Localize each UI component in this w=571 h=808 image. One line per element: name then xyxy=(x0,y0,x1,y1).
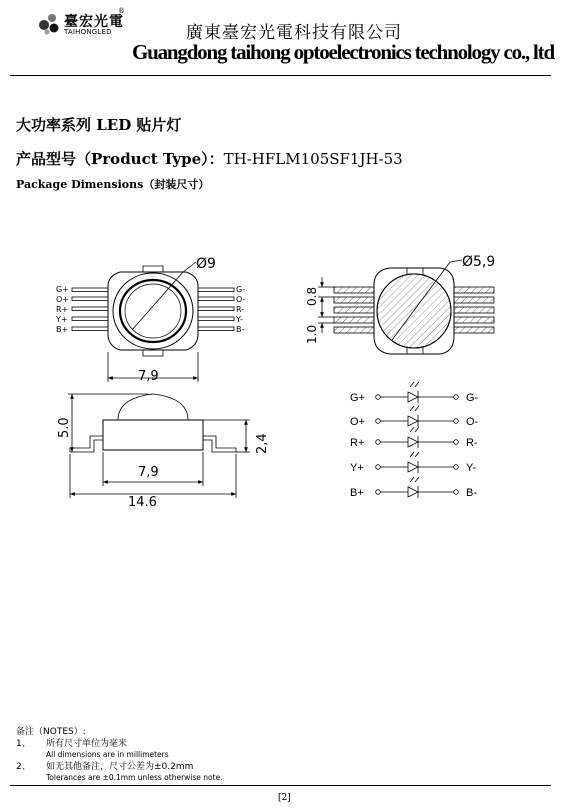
circuit-label-b-plus: B+ xyxy=(350,487,364,499)
side-view-drawing xyxy=(68,394,250,498)
top-view-right-leads xyxy=(198,288,234,331)
side-view-height-label: 5.0 xyxy=(57,417,72,438)
note-number: 2、 xyxy=(16,762,31,772)
pin-label-r-minus: R- xyxy=(236,305,245,314)
side-view-total-width-label: 14.6 xyxy=(128,495,157,510)
document-title: 大功率系列 LED 贴片灯 xyxy=(16,116,182,134)
notes-section xyxy=(16,726,223,784)
product-type-value: TH-HFLM105SF1JH-53 xyxy=(223,150,403,168)
pin-label-b-minus: B- xyxy=(236,325,245,334)
side-view-body-width-label: 7,9 xyxy=(138,465,159,480)
page-number: [2] xyxy=(278,793,291,803)
circuit-label-o-minus: O- xyxy=(466,416,479,428)
section-left-leads xyxy=(334,287,374,333)
section-diameter-label: Ø5,9 xyxy=(462,254,496,270)
pin-label-g-minus: G- xyxy=(236,285,246,294)
product-type-label: 产品型号（Product Type）： xyxy=(16,150,224,168)
note-text-cn: 如无其他备注，尺寸公差为±0.2mm xyxy=(46,762,194,772)
circuit-label-y-minus: Y- xyxy=(466,462,476,474)
circuit-label-r-minus: R- xyxy=(466,437,478,449)
pin-label-y-minus: Y- xyxy=(236,315,243,324)
company-name-english: Guangdong taihong optoelectronics technology co., ltd xyxy=(132,40,554,64)
circuit-label-y-plus: Y+ xyxy=(350,462,364,474)
section-pin-width-label: 1.0 xyxy=(305,324,319,344)
note-item xyxy=(16,761,223,773)
logo-english-text: TAIHONGLED xyxy=(64,28,112,36)
registered-mark: ® xyxy=(118,7,125,15)
circuit-row-b xyxy=(376,477,459,498)
notes-title: 备注（NOTES）: xyxy=(16,727,86,737)
circuit-label-o-plus: O+ xyxy=(350,416,365,428)
circuit-label-b-minus: B- xyxy=(466,487,477,499)
side-view-lead-height-label: 2,4 xyxy=(255,433,270,454)
logo-chinese-text: 臺宏光電 xyxy=(64,14,124,30)
top-view-width-label: 7,9 xyxy=(138,369,159,384)
note-item xyxy=(16,738,223,750)
top-view-drawing xyxy=(72,262,234,382)
circuit-label-g-minus: G- xyxy=(466,392,479,404)
company-name-chinese: 廣東臺宏光電科技有限公司 xyxy=(186,23,402,43)
section-pitch-label: 0.8 xyxy=(305,286,319,306)
note-text-cn: 所有尺寸单位为毫米 xyxy=(46,739,128,749)
pin-label-b-plus: B+ xyxy=(56,325,69,334)
pin-label-o-plus: O+ xyxy=(56,295,69,304)
note-text-en: Tolerances are ±0.1mm unless otherwise note. xyxy=(46,773,223,782)
top-view-left-leads xyxy=(72,288,108,331)
circuit-row-o xyxy=(376,406,459,427)
footer-divider xyxy=(10,785,551,786)
section-view-drawing xyxy=(318,260,494,354)
circuit-row-g xyxy=(376,382,459,403)
circuit-row-y xyxy=(376,452,459,473)
package-dimensions-heading: Package Dimensions（封装尺寸） xyxy=(16,178,210,191)
note-text-en: All dimensions are in millimeters xyxy=(46,750,169,759)
top-view-diameter-label: Ø9 xyxy=(196,256,216,272)
circuit-label-r-plus: R+ xyxy=(350,437,365,449)
section-right-leads xyxy=(454,287,494,333)
pin-label-y-plus: Y+ xyxy=(56,315,68,324)
circuit-diagram xyxy=(350,382,479,499)
pin-label-g-plus: G+ xyxy=(56,285,69,294)
pin-label-r-plus: R+ xyxy=(56,305,69,314)
pin-label-o-minus: O- xyxy=(236,295,246,304)
note-number: 1、 xyxy=(16,739,31,749)
circuit-label-g-plus: G+ xyxy=(350,392,365,404)
circuit-row-r xyxy=(376,427,459,448)
